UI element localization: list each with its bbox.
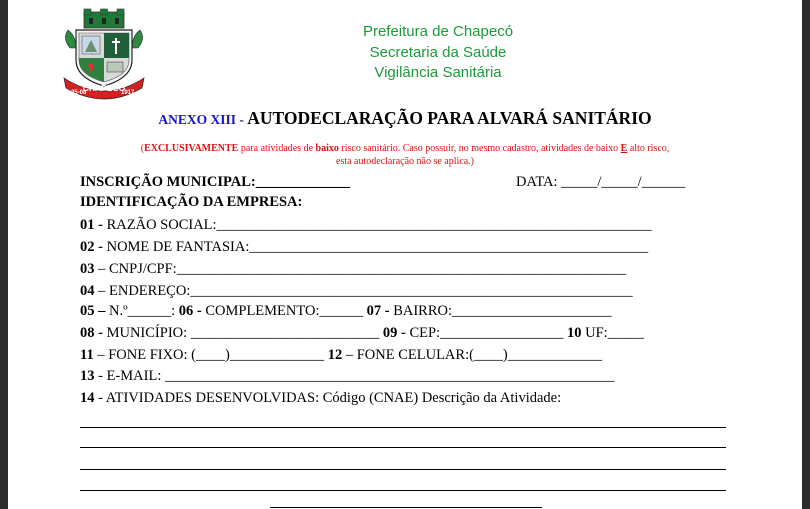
note-part: ( — [140, 143, 145, 154]
field-row-fones[interactable] — [80, 346, 602, 364]
note-part: para atividades de — [238, 143, 316, 154]
field-label: NOME DE FANTASIA:_______________________________________________________ — [102, 239, 649, 255]
title-main: AUTODECLARAÇÃO PARA ALVARÁ SANITÁRIO — [247, 108, 652, 128]
field-label: - ATIVIDADES DESENVOLVIDAS: Código (CNAE) Descrição da Atividade: — [94, 390, 562, 406]
field-label: – ENDEREÇO:_____________________________________________________________ — [94, 283, 633, 299]
field-number: 13 — [80, 368, 95, 384]
field-row-numero-complemento-bairro[interactable] — [80, 302, 612, 320]
document-page — [8, 0, 802, 509]
note-part: risco sanitário. Caso possuir, no mesmo cadastro, atividades de baixo — [338, 143, 621, 154]
field-razao-social[interactable] — [80, 216, 652, 234]
field-inscricao-municipal[interactable]: INSCRIÇÃO MUNICIPAL:_____________ — [80, 174, 350, 190]
field-number: 08 - — [80, 325, 103, 341]
header-line-prefeitura: Prefeitura de Chapecó — [362, 23, 514, 40]
field-number: 12 — [327, 347, 343, 363]
header-line-secretaria: Secretaria da Saúde — [369, 43, 507, 61]
field-label-municipio: MUNICÍPIO: __________________________ — [102, 325, 383, 341]
field-label-complemento: COMPLEMENTO:______ — [201, 303, 367, 319]
field-number: 04 — [80, 283, 95, 299]
note-part: esta autodeclaração não se aplica.) — [336, 156, 474, 167]
field-data[interactable]: DATA: _____/_____/______ — [516, 174, 686, 190]
activity-entry-line[interactable] — [80, 447, 726, 448]
field-label-cep: CEP:_________________ — [405, 325, 567, 341]
header-line-vigilancia: Vigilância Sanitária — [374, 64, 502, 81]
field-number: 14 — [80, 390, 95, 406]
field-number: 11 — [80, 347, 94, 363]
field-label: RAZÃO SOCIAL:____________________________________________________________ — [102, 217, 652, 233]
field-label-fone-fixo: – FONE FIXO: (____)_____________ — [93, 347, 328, 363]
note-emphasis-e: E — [620, 143, 628, 154]
field-number: 07 - — [366, 303, 390, 319]
field-label-bairro: BAIRRO:______________________ — [389, 303, 612, 319]
field-row-municipio-cep-uf[interactable] — [80, 324, 644, 342]
activity-entry-line[interactable] — [80, 427, 726, 428]
crest-year-right: 1917 — [121, 90, 135, 96]
institution-header — [308, 22, 568, 84]
field-cnpj-cpf[interactable] — [80, 260, 626, 278]
annex-label: ANEXO XIII - — [158, 112, 248, 127]
crest-ribbon-text: CHAPECÓ — [82, 83, 126, 93]
field-number: 09 - — [382, 325, 406, 341]
chapeco-coat-of-arms-logo — [58, 8, 150, 100]
crest-year-left: 25-08 — [71, 90, 87, 96]
field-number: 03 — [80, 261, 95, 277]
field-atividades-desenvolvidas — [80, 389, 561, 407]
field-number: 06 - — [178, 303, 202, 319]
section-identificacao-empresa: IDENTIFICAÇÃO DA EMPRESA: — [80, 194, 303, 210]
signature-line[interactable] — [270, 507, 542, 508]
field-nome-fantasia[interactable] — [80, 238, 648, 256]
note-part: alto risco, — [627, 143, 670, 154]
exclusivity-note — [68, 142, 742, 168]
field-label-uf: UF:_____ — [581, 325, 644, 341]
field-label: – CNPJ/CPF:______________________________________________________________ — [94, 261, 627, 277]
activity-entry-line[interactable] — [80, 469, 726, 470]
field-endereco[interactable] — [80, 282, 633, 300]
note-emphasis-exclusivamente: EXCLUSIVAMENTE — [144, 143, 239, 154]
field-label: - E-MAIL: ______________________________________________________________ — [94, 368, 615, 384]
field-number: 01 - — [80, 217, 103, 233]
document-title — [8, 108, 802, 129]
field-email[interactable] — [80, 367, 614, 385]
field-number: 05 – — [80, 303, 106, 319]
field-number: 10 — [567, 325, 582, 341]
field-label-fone-celular: – FONE CELULAR:(____)_____________ — [342, 347, 603, 363]
field-number: 02 - — [80, 239, 103, 255]
crown-icon — [84, 9, 124, 28]
activity-entry-line[interactable] — [80, 490, 726, 491]
field-label-numero: N.º______: — [105, 303, 179, 319]
note-emphasis-baixo: baixo — [315, 143, 339, 154]
